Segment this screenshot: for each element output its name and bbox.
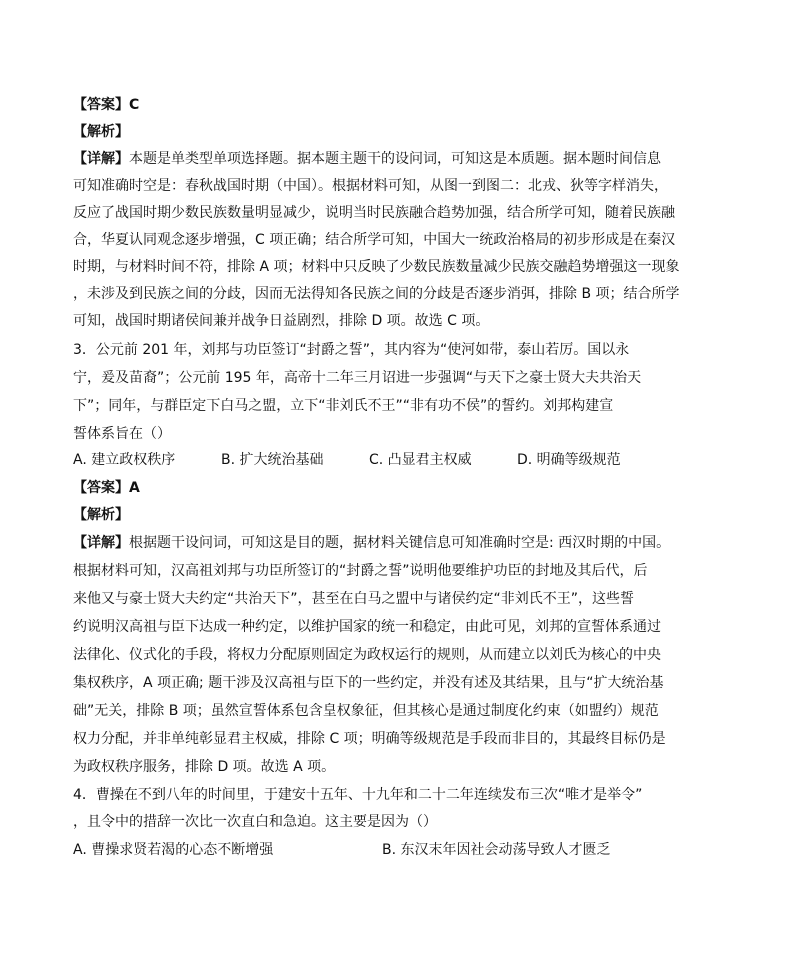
question-stem-line: ，且令中的措辞一次比一次直白和急迫。这主要是因为（） bbox=[73, 814, 437, 830]
question-stem-line: 宁，爰及苗裔”；公元前 195 年，高帝十二年三月诏进一步强调“与天下之豪士贤大夫共治天 bbox=[73, 370, 642, 386]
detail-label: 【详解】 bbox=[73, 151, 129, 167]
detail-label: 【详解】 bbox=[73, 535, 129, 551]
detail-paragraph-line: ，未涉及到民族之间的分歧，因而无法得知各民族之间的分歧是否逐步消弭，排除 B 项；结合所学 bbox=[73, 286, 680, 302]
answer-label: 【答案】A bbox=[73, 480, 140, 496]
detail-paragraph-line: 约说明汉高祖与臣下达成一种约定，以维护国家的统一和稳定，由此可见，刘邦的宣誓体系通过 bbox=[73, 619, 661, 635]
detail-paragraph-line: 合，华夏认同观念逐步增强，C 项正确；结合所学可知，中国大一统政治格局的初步形成是在秦汉 bbox=[73, 232, 676, 248]
detail-paragraph-line: 权力分配，并非单纯彰显君主权威，排除 C 项；明确等级规范是手段而非目的，其最终目标仍是 bbox=[73, 731, 666, 747]
option-b: B. 扩大统治基础 bbox=[221, 452, 324, 468]
answer-label: 【答案】C bbox=[73, 97, 140, 113]
detail-paragraph-line: 时期，与材料时间不符，排除 A 项；材料中只反映了少数民族数量减少民族交融趋势增强这一现象 bbox=[73, 259, 680, 275]
question-stem-line: 下”；同年，与群臣定下白马之盟，立下“非刘氏不王”“非有功不侯”的誓约。刘邦构建宣 bbox=[73, 398, 614, 414]
detail-paragraph-line: 础”无关，排除 B 项；虽然宣誓体系包含皇权象征，但其核心是通过制度化约束（如盟约）规范 bbox=[73, 703, 659, 719]
detail-paragraph-line: 为政权秩序服务，排除 D 项。故选 A 项。 bbox=[73, 759, 336, 775]
option-a: A. 建立政权秩序 bbox=[73, 452, 176, 468]
analysis-label: 【解析】 bbox=[73, 124, 129, 140]
detail-paragraph-line: 来他又与豪士贤大夫约定“共治天下”，甚至在白马之盟中与诸侯约定“非刘氏不王”，这些誓 bbox=[73, 591, 635, 607]
detail-paragraph-line: 可知，战国时期诸侯间兼并战争日益剧烈，排除 D 项。故选 C 项。 bbox=[73, 313, 490, 329]
option-b: B. 东汉末年因社会动荡导致人才匮乏 bbox=[382, 842, 611, 858]
detail-paragraph-line: 根据材料可知，汉高祖刘邦与功臣所签订的“封爵之誓”说明他要维护功臣的封地及其后代，后 bbox=[73, 563, 648, 579]
question-stem-line: 3．公元前 201 年，刘邦与功臣签订“封爵之誓”，其内容为“使河如带，泰山若厉。国以永 bbox=[73, 342, 630, 358]
detail-paragraph-line: 法律化、仪式化的手段，将权力分配原则固定为政权运行的规则，从而建立以刘氏为核心的中央 bbox=[73, 647, 661, 663]
analysis-label: 【解析】 bbox=[73, 507, 129, 523]
option-d: D. 明确等级规范 bbox=[517, 452, 621, 468]
detail-paragraph-line: 反应了战国时期少数民族数量明显减少，说明当时民族融合趋势加强，结合所学可知，随着民族融 bbox=[73, 205, 675, 221]
option-a: A. 曹操求贤若渴的心态不断增强 bbox=[73, 842, 274, 858]
question-stem-line: 4．曹操在不到八年的时间里，于建安十五年、十九年和二十二年连续发布三次“唯才是举令” bbox=[73, 787, 643, 803]
detail-paragraph-line: 【详解】根据题干设问词，可知这是目的题，据材料关键信息可知准确时空是: 西汉时期的中国。 bbox=[73, 535, 671, 551]
detail-paragraph-line: 集权秩序，A 项正确; 题干涉及汉高祖与臣下的一些约定，并没有述及其结果，且与“扩大统治基 bbox=[73, 675, 664, 691]
option-c: C. 凸显君主权威 bbox=[369, 452, 472, 468]
detail-paragraph-line: 可知准确时空是：春秋战国时期（中国）。根据材料可知，从图一到图二：北戎、狄等字样消失， bbox=[73, 178, 668, 194]
detail-paragraph-line: 【详解】本题是单类型单项选择题。据本题主题干的设问词，可知这是本质题。据本题时间信息 bbox=[73, 151, 661, 167]
question-stem-line: 誓体系旨在（） bbox=[73, 426, 171, 442]
